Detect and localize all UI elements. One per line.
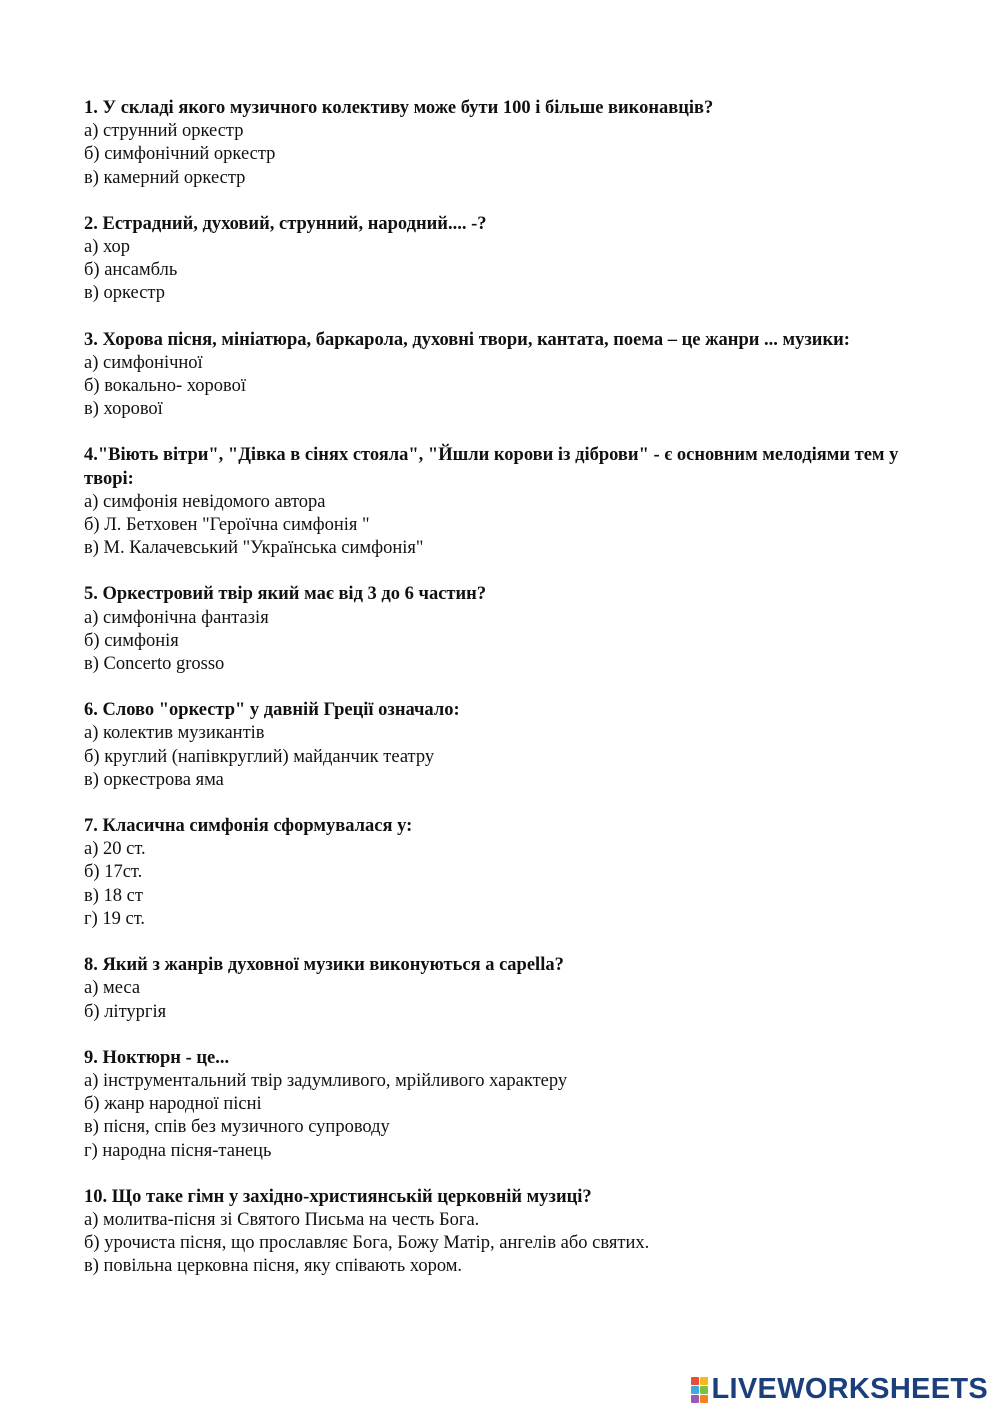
answer-option: а) меса — [84, 978, 141, 999]
answer-option: а) інструментальний твір задумливого, мрійливого характеру — [84, 1070, 568, 1091]
answer-option: в) 18 ст — [84, 885, 143, 906]
answer-option: в) оркестрова яма — [84, 769, 224, 790]
answer-option: б) Л. Бетховен "Героїчна симфонія " — [84, 515, 370, 536]
logo-square — [700, 1377, 708, 1385]
answer-option: г) 19 ст. — [84, 908, 146, 929]
question-text: 10. Що таке гімн у західно-християнській церковній музиці? — [84, 1186, 592, 1207]
answer-option: б) симфонічний оркестр — [84, 144, 276, 165]
answer-option: б) жанр народної пісні — [84, 1094, 262, 1115]
question-text: 4."Віють вітри", "Дівка в сінях стояла", "Йшли корови із діброви" - є основним мелодіями тем у творі: — [84, 445, 899, 489]
question-block — [84, 1047, 944, 1163]
logo-square — [691, 1386, 699, 1394]
answer-option: в) Concerto grosso — [84, 654, 225, 675]
answer-option: а) симфонія невідомого автора — [84, 491, 326, 512]
answer-option: б) літургія — [84, 1001, 167, 1022]
answer-option: б) 17ст. — [84, 862, 143, 883]
answer-option: а) колектив музикантів — [84, 723, 265, 744]
answer-option: б) круглий (напівкруглий) майданчик театру — [84, 746, 435, 767]
answer-option: в) камерний оркестр — [84, 167, 246, 188]
question-text: 3. Хорова пісня, мініатюра, баркарола, духовні твори, кантата, поема – це жанри ... музики: — [84, 329, 850, 350]
answer-option: б) урочиста пісня, що прославляє Бога, Божу Матір, ангелів або святих. — [84, 1233, 650, 1254]
question-block — [84, 97, 944, 190]
question-block — [84, 444, 944, 560]
answer-option: в) повільна церковна пісня, яку співають хором. — [84, 1256, 463, 1277]
question-text: 7. Класична симфонія сформувалася у: — [84, 816, 413, 837]
question-text: 6. Слово "оркестр" у давній Греції означало: — [84, 700, 460, 721]
question-list — [84, 97, 944, 1279]
answer-option: а) струнний оркестр — [84, 121, 244, 142]
question-text: 9. Ноктюрн - це... — [84, 1047, 230, 1068]
question-block — [84, 699, 944, 792]
question-text: 5. Оркестровий твір який має від 3 до 6 частин? — [84, 584, 487, 605]
answer-option: в) М. Калачевський "Українська симфонія" — [84, 538, 424, 559]
logo-square — [700, 1386, 708, 1394]
logo-square — [691, 1377, 699, 1385]
answer-option: в) хорової — [84, 399, 163, 420]
question-block — [84, 213, 944, 306]
answer-option: а) 20 ст. — [84, 839, 146, 860]
liveworksheets-logo-icon — [691, 1377, 708, 1403]
question-text: 2. Естрадний, духовий, струнний, народний.... -? — [84, 213, 487, 234]
answer-option: в) пісня, спів без музичного супроводу — [84, 1117, 390, 1138]
question-text: 8. Який з жанрів духовної музики виконуються a capella? — [84, 955, 564, 976]
question-block — [84, 1186, 944, 1279]
logo-square — [691, 1395, 699, 1403]
question-block — [84, 815, 944, 931]
logo-square — [700, 1395, 708, 1403]
question-block — [84, 329, 944, 422]
answer-option: а) симфонічної — [84, 352, 203, 373]
answer-option: а) симфонічна фантазія — [84, 607, 269, 628]
answer-option: б) вокально- хорової — [84, 376, 247, 397]
question-text: 1. У складі якого музичного колективу може бути 100 і більше виконавців? — [84, 98, 714, 118]
answer-option: б) ансамбль — [84, 260, 178, 281]
answer-option: г) народна пісня-танець — [84, 1140, 272, 1161]
worksheet — [84, 97, 944, 1302]
answer-option: а) молитва-пісня зі Святого Письма на честь Бога. — [84, 1209, 480, 1230]
logo-text: LIVEWORKSHEETS — [711, 1373, 988, 1405]
liveworksheets-logo — [691, 1373, 989, 1406]
question-block — [84, 583, 944, 676]
answer-option: в) оркестр — [84, 283, 165, 304]
answer-option: б) симфонія — [84, 630, 179, 651]
question-block — [84, 954, 944, 1024]
answer-option: а) хор — [84, 237, 131, 258]
